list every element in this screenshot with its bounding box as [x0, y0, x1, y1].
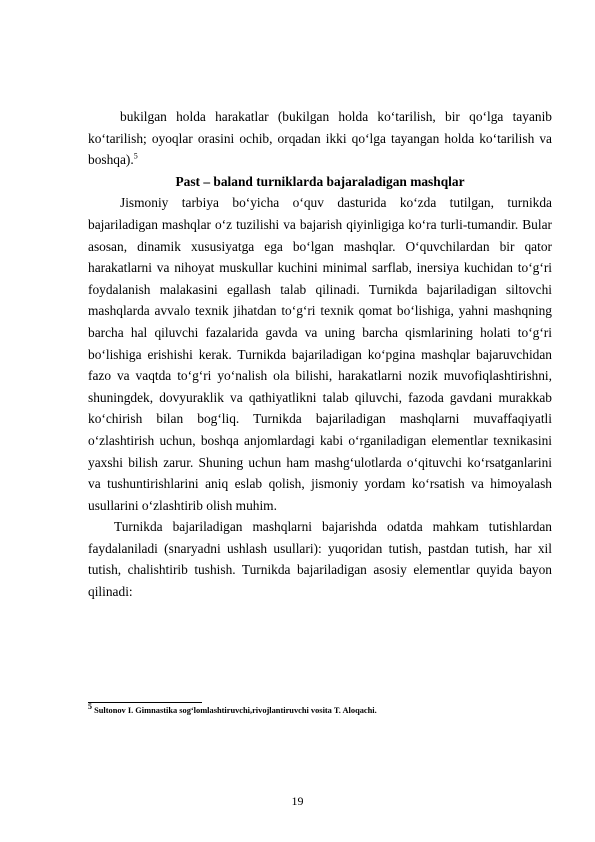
footnote: [88, 702, 377, 716]
page-number: 19: [291, 794, 304, 808]
paragraph-exercises: Jismoniy tarbiya bo‘yicha o‘quv dasturida ko‘zda tutilgan, turnikda bajariladigan mashqlar o‘z tuzilishi va bajarish qiyinligiga ko‘ra turli-tumandir. Bular asosan, dinamik xususiyatga ega bo‘lgan mashqlar. O‘quvchilardan bir qator harakatlarni va nihoyat muskullar kuchini minimal sarflab, inersiya kuchidan to‘g‘ri foydalanish malakasini egallash talab qilinadi. Turnikda bajariladigan siltovchi mashqlarda avvalo texnik jihatdan to‘g‘ri texnik qomat bo‘lishiga, yahni mashqning barcha hal qiluvchi fazalarida gavda va uning barcha qismlarining holati to‘g‘ri bo‘lishiga erishishi kerak. Turnikda bajariladigan ko‘pgina mashqlar bajaruvchidan fazo va vaqtda to‘g‘ri yo‘nalish ola bilishi, harakatlarni nozik muvofiqlashtirishni, shuningdek, dovyuraklik va qathiyatlikni talab qiluvchi, fazoda gavdani murakkab ko‘chirish bilan bog‘liq. Turnikda bajariladigan mashqlarni muvaffaqiyatli o‘zlashtirish uchun, boshqa anjomlardagi kabi o‘rganiladigan elementlar texnikasini yaxshi bilish zarur. Shuning uchun ham mashg‘ulotlarda o‘qituvchi ko‘rsatganlarini va tushuntirishlarini aniq eslab qolish, jismoniy yordam ko‘rsatish va himoyalash usullarini o‘zlashtirib olish muhim.: [88, 195, 552, 513]
section-heading: Past – baland turniklarda bajaraladigan mashqlar: [175, 173, 465, 189]
footnote-reference: 5: [133, 151, 138, 161]
page-body: [88, 106, 552, 603]
footnote-text: Sultonov I. Gimnastika sog‘lomlashtiruvchi,rivojlantiruvchi vosita T. Aloqachi.: [92, 706, 377, 715]
footnote-separator: [88, 702, 202, 703]
paragraph-continuation: [88, 106, 552, 171]
footnote-mark: 5: [88, 702, 92, 712]
paragraph-text: bukilgan holda harakatlar (bukilgan holda ko‘tarilish, bir qo‘lga tayanib ko‘tarilish; oyoqlar orasini ochib, orqadan ikki qo‘lga tayangan holda ko‘tarilish va boshqa).: [88, 109, 552, 168]
paragraph-grips: Turnikda bajariladigan mashqlarni bajarishda odatda mahkam tutishlardan faydalaniladi (snaryadni ushlash usullari): yuqoridan tutish, pastdan tutish, har xil tutish, chalishtirib tushish. Turnikda bajariladigan asosiy elementlar quyida bayon qilinadi:: [88, 519, 552, 600]
